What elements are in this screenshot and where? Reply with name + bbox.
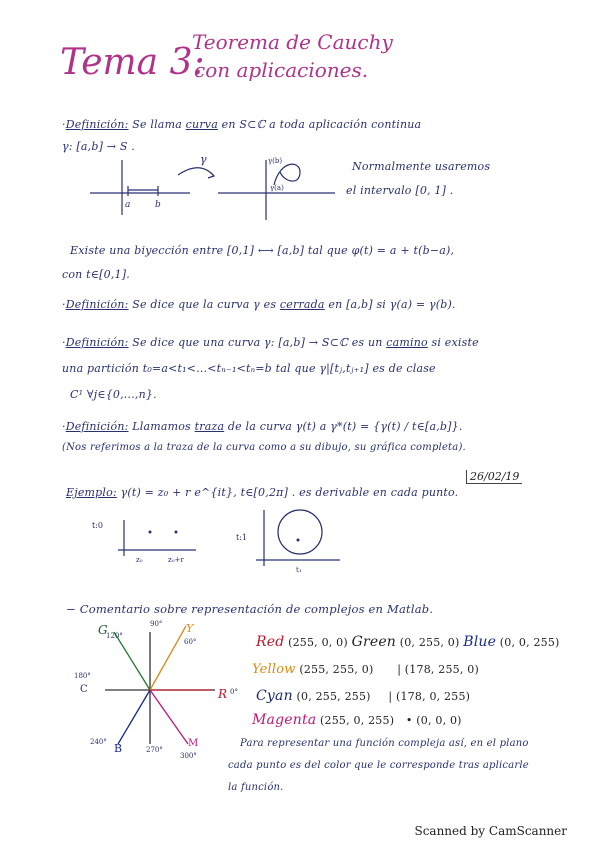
def1-rest: en S⊂ℂ a toda aplicación continua [221, 118, 422, 131]
magenta-name: Magenta [252, 712, 317, 728]
def3-text: Se dice que una curva γ: [a,b] → S⊂ℂ es un [132, 336, 383, 349]
def1-line: ·Definición: Se llama curva en S⊂ℂ a toda aplicación continua [62, 118, 422, 131]
def1-text: Se llama [132, 118, 182, 131]
wheel-r-label: R [218, 687, 228, 701]
def2-line: ·Definición: Se dice que la curva γ es cerrada en [a,b] si γ(a) = γ(b). [62, 298, 456, 311]
page-title: Tema 3: [60, 42, 205, 83]
yellow-rgb: (255, 255, 0) [299, 663, 374, 676]
def4-line2: (Nos referimos a la traza de la curva como a su dibujo, su gráfica completa). [62, 442, 466, 453]
color-row-cyan [256, 688, 470, 704]
t1b-label: t₁ [296, 566, 302, 574]
color-row-rgb [256, 634, 560, 650]
green-rgb: (0, 255, 0) [399, 636, 460, 649]
closing-line1: Para representar una función compleja así, en el plano [240, 738, 529, 749]
wheel-m-label: M [188, 738, 199, 749]
yellow-name: Yellow [252, 662, 296, 677]
wheel-90: 90° [150, 620, 163, 628]
black-rgb: • (0, 0, 0) [405, 714, 462, 727]
z0-label: z₀ [136, 556, 143, 564]
color-row-yellow [252, 662, 479, 677]
blue-name: Blue [463, 634, 497, 650]
matlab-heading: − Comentario sobre representación de complejos en Matlab. [66, 602, 434, 616]
wheel-g-deg: 120° [106, 632, 123, 640]
t1-label: t:1 [236, 533, 247, 542]
def2-label: Definición: [65, 298, 129, 311]
def1-map: γ: [a,b] → S . [62, 140, 135, 153]
example-text: γ(t) = z₀ + r e^{it}, t∈[0,2π] . es derivable en cada punto. [120, 486, 459, 499]
wheel-270: 270° [146, 746, 163, 754]
def4-rest: de la curva γ(t) a γ*(t) = {γ(t) / t∈[a,b]}. [227, 420, 463, 433]
note-line2: el intervalo [0, 1] . [346, 184, 454, 197]
cyan-name: Cyan [256, 688, 293, 704]
def3-word: camino [386, 336, 428, 349]
wheel-c-deg: 180° [74, 672, 91, 680]
bijection-line1: Existe una biyección entre [0,1] ⟷ [a,b] tal que φ(t) = a + t(b−a), [70, 244, 455, 257]
def4-label: Definición: [65, 420, 129, 433]
def3-line: ·Definición: Se dice que una curva γ: [a,b] → S⊂ℂ es un camino si existe [62, 336, 479, 349]
green-name: Green [351, 634, 397, 650]
label-gamma-a: γ(a) [270, 184, 284, 192]
title-sub-line1: Teorema de Cauchy [192, 30, 393, 54]
blue-rgb: (0, 0, 255) [499, 636, 560, 649]
def4-text: Llamamos [132, 420, 191, 433]
yellow-alt: | (178, 255, 0) [397, 663, 479, 676]
bijection-line2: con t∈[0,1]. [62, 268, 130, 281]
def2-text: Se dice que la curva γ es [132, 298, 277, 311]
wheel-b-label: B [114, 742, 123, 755]
date-stamp: 26/02/19 [466, 470, 522, 484]
def1-word: curva [185, 118, 218, 131]
magenta-rgb: (255, 0, 255) [320, 714, 395, 727]
red-name: Red [256, 634, 285, 650]
label-b: b [155, 200, 161, 210]
red-rgb: (255, 0, 0) [288, 636, 348, 649]
wheel-m-deg: 300° [180, 752, 197, 760]
color-row-magenta [252, 712, 462, 728]
title-sub-line2: con aplicaciones. [194, 58, 369, 82]
def1-label: Definición: [65, 118, 129, 131]
wheel-y-label: Y [186, 622, 194, 635]
def4-word: traza [194, 420, 225, 433]
def3-rest: si existe [431, 336, 479, 349]
cyan-rgb: (0, 255, 255) [296, 690, 371, 703]
label-gamma: γ [200, 153, 207, 166]
def2-rest: en [a,b] si γ(a) = γ(b). [328, 298, 456, 311]
t0-label: t:0 [92, 521, 103, 530]
wheel-c-label: C [80, 684, 88, 695]
wheel-b-deg: 240° [90, 738, 107, 746]
cyan-alt: | (178, 0, 255) [388, 690, 471, 703]
label-a: a [125, 200, 131, 210]
z0r-label: z₀+r [168, 556, 184, 564]
scanner-watermark: Scanned by CamScanner [414, 824, 567, 838]
closing-line2: cada punto es del color que le corresponde tras aplicarle [228, 760, 529, 771]
wheel-y-deg: 60° [184, 638, 197, 646]
example-label: Ejemplo: [66, 486, 117, 499]
def2-word: cerrada [279, 298, 325, 311]
note-line1: Normalmente usaremos [352, 160, 491, 173]
def3-line2: una partición t₀=a<t₁<...<tₙ₋₁<tₙ=b tal que γ|[tⱼ,tⱼ₊₁] es de clase [62, 362, 436, 375]
def4-line: ·Definición: Llamamos traza de la curva γ(t) a γ*(t) = {γ(t) / t∈[a,b]}. [62, 420, 463, 433]
label-gamma-b: γ(b) [268, 157, 283, 165]
wheel-r-deg: 0° [230, 688, 238, 696]
closing-line3: la función. [228, 782, 284, 793]
wheel-g-label: G [98, 623, 108, 637]
def3-line3: C¹ ∀j∈{0,...,n}. [70, 388, 157, 401]
def3-label: Definición: [65, 336, 129, 349]
